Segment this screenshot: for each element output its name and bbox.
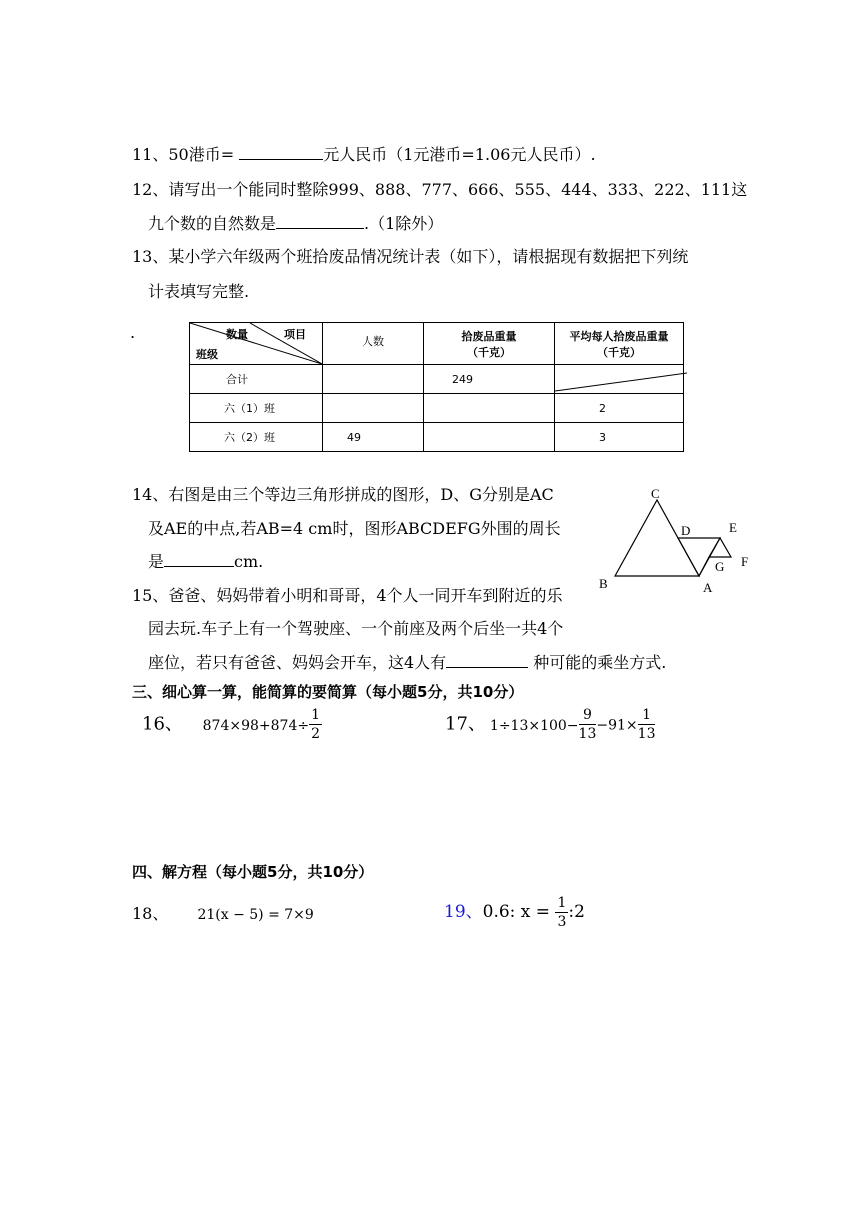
question-18	[132, 903, 314, 926]
row-label: 合计	[190, 365, 323, 394]
fraction	[309, 706, 322, 743]
header-weight-line2: （千克）	[467, 345, 511, 359]
question-14-line-1	[132, 484, 554, 506]
question-text: .（1除外）	[364, 214, 444, 233]
row-avg: 2	[555, 394, 684, 423]
header-avg-line2: （千克）	[597, 345, 641, 359]
label-G: G	[715, 559, 725, 574]
label-C: C	[651, 486, 660, 501]
row-avg-crossed	[555, 365, 684, 394]
header-weight-line1: 拾废品重量	[461, 329, 517, 343]
question-number: 15、	[132, 586, 169, 605]
equation-tail: :2	[568, 902, 585, 922]
equation: 0.6: x =	[482, 902, 556, 922]
header-weight	[424, 323, 555, 365]
question-12-line-2	[148, 213, 443, 235]
expression: −91×	[596, 717, 638, 734]
equation: 21(x − 5) = 7×9	[197, 907, 314, 923]
section-3-heading: 三、细心算一算，能简算的要简算（每小题5分，共10分）	[132, 683, 524, 701]
table-row	[190, 394, 684, 423]
fraction-numerator: 1	[638, 706, 656, 725]
question-text: 座位，若只有爸爸、妈妈会开车，这4人有	[148, 653, 447, 672]
question-number: 18、	[132, 904, 169, 923]
question-text: 某小学六年级两个班拾废品情况统计表（如下），请根据现有数据把下列统	[168, 247, 689, 266]
header-avg	[555, 323, 684, 365]
question-number: 19	[444, 902, 466, 922]
table-header-row	[190, 323, 684, 365]
question-12-line-1	[132, 179, 747, 201]
question-number: 13、	[132, 247, 169, 266]
question-text: 是	[148, 552, 165, 571]
question-text: 50港币=	[168, 145, 235, 164]
row-weight: 249	[424, 365, 555, 394]
fraction	[638, 706, 656, 743]
header-quantity: 数量	[226, 328, 248, 341]
question-text: 元人民币（1元港币=1.06元人民币）.	[323, 145, 596, 164]
question-text: 计表填写完整.	[148, 282, 250, 301]
row-weight[interactable]	[424, 423, 555, 452]
expression: 1÷13×100−	[489, 717, 579, 734]
label-F: F	[741, 554, 749, 569]
row-avg: 3	[555, 423, 684, 452]
question-15-line-1	[132, 585, 563, 607]
question-text: 爸爸、妈妈带着小明和哥哥，4个人一同开车到附近的乐	[168, 586, 563, 605]
diagonal-header-cell	[190, 323, 323, 365]
question-16	[142, 706, 322, 744]
fraction-denominator: 13	[637, 726, 656, 742]
cross-out-line	[555, 365, 687, 394]
question-text: 右图是由三个等边三角形拼成的图形，D、G分别是AC	[168, 485, 554, 504]
question-separator: 、	[465, 902, 483, 922]
question-14-line-2	[148, 518, 561, 540]
question-text: 请写出一个能同时整除999、888、777、666、555、444、333、222、111这	[168, 180, 748, 199]
expression: 874×98+874÷	[202, 717, 310, 734]
fraction-numerator: 9	[579, 706, 597, 725]
label-B: B	[599, 576, 608, 591]
fraction-denominator: 2	[311, 726, 321, 742]
header-class: 班级	[196, 348, 218, 361]
table-row	[190, 365, 684, 394]
question-text: 及AE的中点,若AB=4 cm时，图形ABCDEFG外围的周长	[148, 519, 561, 538]
question-number: 17、	[445, 713, 486, 735]
stray-dot: .	[130, 323, 136, 342]
question-number: 12、	[132, 180, 169, 199]
answer-blank[interactable]	[164, 552, 234, 567]
header-people	[323, 323, 424, 365]
fraction-numerator: 1	[557, 895, 567, 911]
table-row	[190, 423, 684, 452]
fraction-denominator: 3	[557, 914, 567, 930]
question-text: cm.	[234, 552, 264, 571]
question-number: 16、	[142, 713, 183, 735]
fraction	[579, 706, 597, 743]
answer-blank[interactable]	[276, 214, 364, 229]
answer-blank[interactable]	[446, 653, 528, 668]
question-number: 11、	[132, 145, 169, 164]
question-19	[444, 894, 585, 931]
question-13-line-1	[132, 246, 688, 268]
question-text: 种可能的乘坐方式.	[533, 653, 667, 672]
label-D: D	[681, 523, 691, 538]
label-A: A	[703, 580, 713, 595]
fraction-denominator: 13	[578, 726, 597, 742]
question-11	[132, 144, 596, 166]
question-15-line-3	[148, 652, 666, 674]
label-E: E	[729, 520, 737, 535]
triangle-figure	[595, 482, 755, 597]
row-label: 六（1）班	[190, 394, 323, 423]
question-text: 园去玩.车子上有一个驾驶座、一个前座及两个后坐一共4个	[148, 619, 564, 638]
question-13-line-2	[148, 281, 249, 303]
row-people[interactable]	[323, 394, 424, 423]
question-14-line-3	[148, 551, 263, 573]
question-number: 14、	[132, 485, 169, 504]
row-people[interactable]	[323, 365, 424, 394]
header-avg-line1: 平均每人拾废品重量	[569, 329, 669, 343]
row-people: 49	[323, 423, 424, 452]
question-15-line-2	[148, 618, 563, 640]
header-item: 项目	[284, 328, 306, 341]
fraction-numerator: 1	[311, 707, 321, 723]
row-weight[interactable]	[424, 394, 555, 423]
row-label: 六（2）班	[190, 423, 323, 452]
answer-blank[interactable]	[239, 145, 323, 160]
statistics-table	[189, 322, 684, 452]
section-4-heading: 四、解方程（每小题5分，共10分）	[132, 863, 374, 881]
question-17	[445, 706, 655, 744]
header-people-label: 人数	[362, 335, 384, 348]
fraction	[555, 894, 568, 931]
question-text: 九个数的自然数是	[148, 214, 277, 233]
